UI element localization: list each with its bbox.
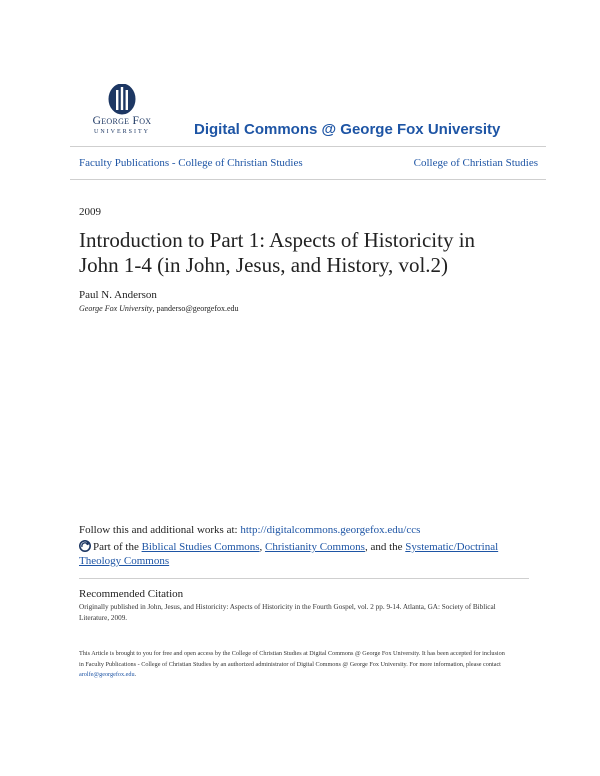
affiliation-name: George Fox University <box>79 304 153 313</box>
follow-label: Follow this and additional works at: <box>79 524 238 536</box>
breadcrumb-collection-link[interactable]: Faculty Publications - College of Christian Studies <box>79 157 303 169</box>
contact-email-link[interactable]: arolfe@georgefox.edu <box>79 671 135 678</box>
part-of-line <box>79 540 519 568</box>
breadcrumb-college-link[interactable]: College of Christian Studies <box>413 157 538 169</box>
part-of-sep2: , and the <box>364 541 403 553</box>
recommended-citation-heading: Recommended Citation <box>79 588 184 600</box>
part-of-sep1: , <box>259 541 263 553</box>
author-name: Paul N. Anderson <box>79 289 157 301</box>
biblical-studies-commons-link[interactable]: Biblical Studies Commons <box>141 541 260 553</box>
logo-subtitle: UNIVERSITY <box>94 129 150 135</box>
christianity-commons-link[interactable]: Christianity Commons <box>265 541 365 553</box>
george-fox-logo[interactable] <box>78 84 166 142</box>
notice-end: . <box>134 671 137 678</box>
author-affiliation: George Fox University, panderso@georgefox.edu <box>79 304 239 313</box>
recommended-citation-text: Originally published in John, Jesus, and Historicity: Aspects of Historicity in the Fourth Gospel, vol. 2 pp. 9-14. Atlanta, GA: Society of Biblical Literature, 2009. <box>79 603 496 622</box>
part-of-prefix: Part of the <box>93 541 139 553</box>
article-title: Introduction to Part 1: Aspects of Historicity in John 1-4 (in John, Jesus, and History, vol.2) <box>79 228 476 277</box>
follow-line <box>79 524 420 536</box>
author-email[interactable]: panderso@georgefox.edu <box>156 304 239 313</box>
notice-text: This Article is brought to you for free and open access by the College of Christian Studies at Digital Commons @ George Fox University. It has been accepted for inclusion in Faculty Publications - College of Christian Studies by an authorized administrator of Digital Commons @ George Fox University. For more information, please contact <box>79 650 505 668</box>
site-title[interactable]: Digital Commons @ George Fox University <box>194 121 501 138</box>
nav-divider <box>70 179 546 180</box>
collection-url-link[interactable]: http://digitalcommons.georgefox.edu/ccs <box>240 524 421 536</box>
publication-year: 2009 <box>79 206 101 218</box>
header-divider <box>70 146 546 147</box>
open-access-notice <box>79 649 509 681</box>
george-fox-logo-icon <box>78 84 166 116</box>
commons-network-icon <box>79 540 91 552</box>
logo-name: George Fox <box>92 115 152 127</box>
systematic-theology-commons-link[interactable]: Systematic/Doctrinal Theology Commons <box>79 541 499 567</box>
citation-divider <box>79 578 529 579</box>
